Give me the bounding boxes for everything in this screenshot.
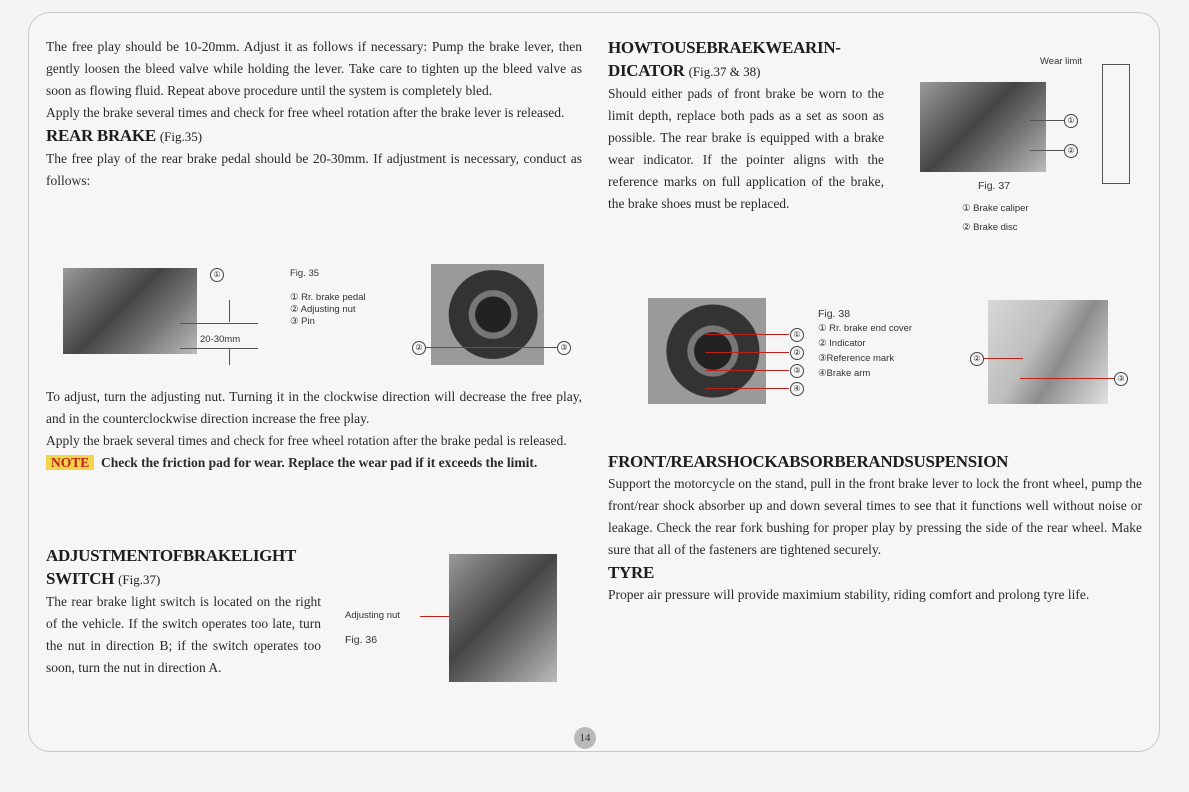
fig38-item-4: ④Brake arm [818, 368, 871, 379]
rear-brake-pedal-photo [63, 268, 197, 354]
fig35-item-3: ③ Pin [290, 316, 315, 327]
marker-1: ① [790, 328, 804, 342]
marker-2: ② [790, 346, 804, 360]
wear-limit-label: Wear limit [1040, 56, 1083, 67]
fig38-callout-2 [705, 352, 789, 353]
left-column [46, 36, 582, 192]
wear-section [608, 36, 884, 215]
callout-line [425, 347, 557, 348]
fig38-item-1: ① Rr. brake end cover [818, 323, 913, 334]
intro-paragraph-2: Apply the brake several times and check for free wheel rotation after the brake lever is released. [46, 105, 565, 120]
adjusting-nut-photo [431, 264, 544, 365]
fig37-item-2: ② Brake disc [962, 222, 1018, 233]
wear-heading: HOWTOUSEBRAEKWEARIN- DICATOR (Fig.37 & 38) [608, 38, 841, 80]
disc-callout [1030, 150, 1064, 151]
fig35-dimension: 20-30mm [200, 334, 241, 345]
brake-caliper-photo [920, 82, 1046, 172]
dimension-arrow-2 [229, 349, 230, 365]
marker-2: ② [1064, 144, 1078, 158]
note-tag: NOTE [46, 455, 94, 470]
marker-3: ③ [790, 364, 804, 378]
dimension-line [180, 323, 258, 324]
fig37-label: Fig. 37 [978, 180, 1011, 192]
marker-2b: ② [970, 352, 984, 366]
fig38-callout-1 [705, 334, 789, 335]
shock-absorber-photo [988, 300, 1108, 404]
adjust-paragraph: To adjust, turn the adjusting nut. Turning it in the clockwise direction will decrease the free play, and in the counterclockwise direction increase the free play. [46, 389, 582, 426]
fig36-nut-label: Adjusting nut [345, 610, 400, 621]
adjust-paragraph-2: Apply the braek several times and check for free wheel rotation after the brake pedal is released. [46, 433, 567, 448]
marker-1: ① [210, 268, 224, 282]
intro-paragraph: The free play should be 10-20mm. Adjust it as follows if necessary: Pump the brake lever, then gently loosen the bleed valve while holding the lever. Take care to tighten up the bleed valve as soon as flowing fluid. Repeat above procedure until the system is completely bled. [46, 39, 582, 98]
shock-section [608, 450, 1142, 606]
tyre-text: Proper air pressure will provide maximium stability, riding comfort and prolong tyre life. [608, 587, 1090, 602]
fig38-item-2: ② Indicator [818, 338, 866, 349]
fig38-callout-3 [705, 370, 789, 371]
fig38-callout-4 [705, 388, 789, 389]
marker-1: ① [1064, 114, 1078, 128]
fig35-label: Fig. 35 [290, 268, 320, 279]
fig36-label: Fig. 36 [345, 634, 378, 646]
marker-4: ④ [790, 382, 804, 396]
wear-limit-diagram [1102, 64, 1130, 184]
tyre-heading: TYRE [608, 563, 655, 582]
switch-text: The rear brake light switch is located on the right of the vehicle. If the switch operates too late, turn the nut in direction B; if the switch operates too soon, turn the nut in direction A. [46, 594, 321, 675]
page-number: 14 [574, 727, 596, 749]
shock-text: Support the motorcycle on the stand, pull in the front brake lever to lock the front wheel, pump the front/rear shock absorber up and down several times to see that it functions well without noise or leakage. Check the rear fork bushing for proper play by pressing the side of the rear wheel. Make sure that all of the fasteners are tightened securely. [608, 476, 1142, 557]
wear-text: Should either pads of front brake be worn to the limit depth, replace both pads as a set as soon as possible. The rear brake is equipped with a brake wear indicator. If the pointer aligns with the reference marks on full application of the brake, the brake shoes must be replaced. [608, 86, 884, 211]
dimension-line-2 [180, 348, 258, 349]
switch-section [46, 544, 321, 679]
brake-light-switch-photo [449, 554, 557, 682]
note-text: Check the friction pad for wear. Replace the wear pad if it exceeds the limit. [101, 455, 538, 470]
marker-2: ② [412, 341, 426, 355]
dimension-arrow [229, 300, 230, 322]
fig35-item-1: ① Rr. brake pedal [290, 292, 366, 303]
switch-heading: ADJUSTMENTOFBRAKELIGHT SWITCH (Fig.37) [46, 546, 297, 588]
marker-3: ③ [557, 341, 571, 355]
note-line [46, 452, 582, 474]
adjust-section [46, 386, 582, 474]
marker-3b: ③ [1114, 372, 1128, 386]
rear-brake-heading: REAR BRAKE (Fig.35) [46, 126, 203, 145]
fig37-item-1: ① Brake caliper [962, 203, 1029, 214]
fig38-callout-5 [983, 358, 1023, 359]
fig38-item-3: ③Reference mark [818, 353, 895, 364]
shock-heading: FRONT/REARSHOCKABSORBERANDSUSPENSION [608, 452, 1009, 471]
fig35-item-2: ② Adjusting nut [290, 304, 356, 315]
caliper-callout [1030, 120, 1064, 121]
rear-brake-text: The free play of the rear brake pedal should be 20-30mm. If adjustment is necessary, conduct as follows: [46, 151, 582, 188]
fig38-callout-6 [1020, 378, 1114, 379]
fig38-label: Fig. 38 [818, 308, 851, 320]
